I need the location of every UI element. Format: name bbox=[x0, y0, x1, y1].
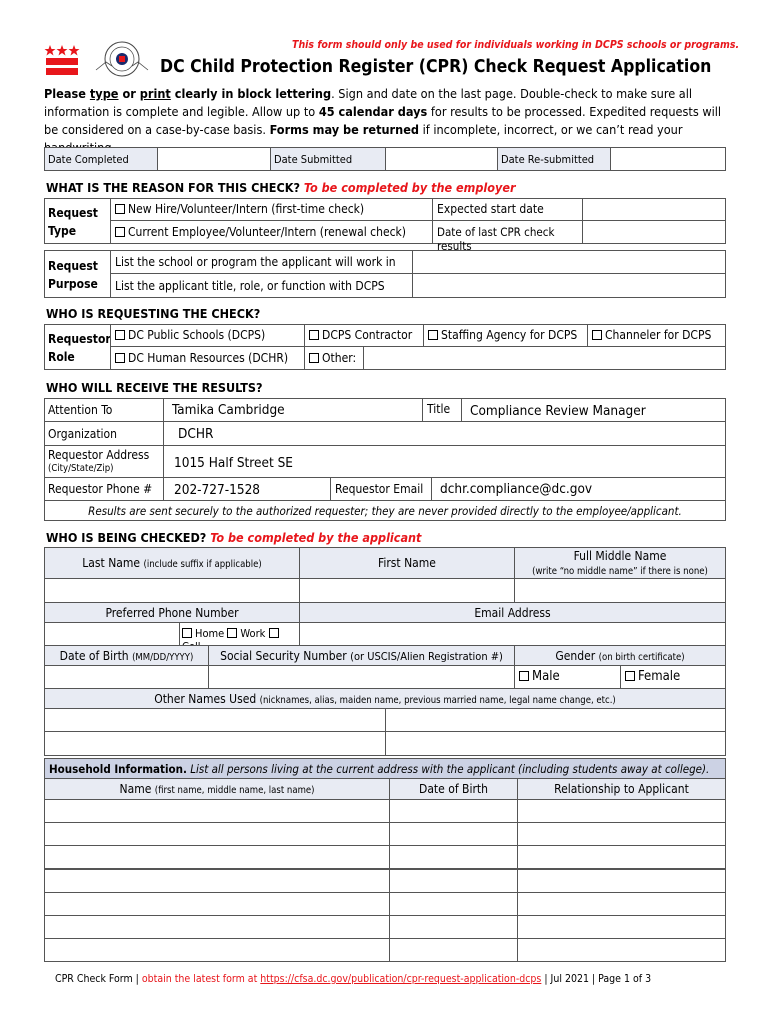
form-url-link[interactable]: https://cfsa.dc.gov/publication/cpr-request-application-dcps bbox=[260, 973, 542, 985]
phone-header: Preferred Phone Number bbox=[44, 602, 300, 623]
checkbox[interactable] bbox=[115, 204, 125, 214]
other-names-header: Other Names Used (nicknames, alias, maiden name, previous married name, legal name change, etc.) bbox=[44, 688, 726, 709]
date-completed-field[interactable] bbox=[157, 147, 271, 171]
household-cell[interactable] bbox=[517, 938, 726, 962]
ssn-field[interactable] bbox=[208, 665, 515, 689]
phone-label: Requestor Phone # bbox=[44, 477, 164, 501]
email-header: Email Address bbox=[299, 602, 726, 623]
household-cell[interactable] bbox=[44, 845, 390, 869]
work-checkbox[interactable] bbox=[227, 628, 237, 638]
checkbox[interactable] bbox=[309, 353, 319, 363]
gender-female-option[interactable]: Female bbox=[620, 665, 726, 689]
results-note: Results are sent securely to the authorized requester; they are never provided directly to the employee/applicant. bbox=[44, 500, 726, 521]
expected-start-label: Expected start date bbox=[432, 198, 583, 221]
checkbox[interactable] bbox=[428, 330, 438, 340]
household-dob-header: Date of Birth bbox=[389, 778, 518, 800]
checkbox[interactable] bbox=[115, 353, 125, 363]
gender-male-option[interactable]: Male bbox=[514, 665, 621, 689]
ssn-header: Social Security Number (or USCIS/Alien Registration #) bbox=[208, 645, 515, 666]
opt-other[interactable]: Other: bbox=[304, 346, 364, 370]
checkbox[interactable] bbox=[519, 671, 529, 681]
purpose-school-label: List the school or program the applicant will work in bbox=[110, 250, 413, 274]
first-name-header: First Name bbox=[299, 547, 515, 579]
purpose-title-label: List the applicant title, role, or function with DCPS bbox=[110, 273, 413, 298]
email-value[interactable]: dchr.compliance@dc.gov bbox=[431, 477, 726, 501]
other-names-field-1[interactable] bbox=[44, 708, 386, 732]
last-check-field[interactable] bbox=[582, 220, 726, 244]
phone-value[interactable]: 202-727-1528 bbox=[163, 477, 331, 501]
household-cell[interactable] bbox=[44, 799, 390, 823]
household-cell[interactable] bbox=[517, 892, 726, 916]
purpose-title-field[interactable] bbox=[412, 273, 726, 298]
dc-flag-logo bbox=[44, 44, 80, 76]
last-name-field[interactable] bbox=[44, 578, 300, 603]
date-completed-label: Date Completed bbox=[44, 147, 158, 171]
expected-start-field[interactable] bbox=[582, 198, 726, 221]
email-field[interactable] bbox=[299, 622, 726, 646]
requestor-role-label-cell: Requestor Role bbox=[44, 324, 111, 370]
request-type-label-cell: Request Type bbox=[44, 198, 111, 244]
opt-channeler[interactable]: Channeler for DCPS bbox=[587, 324, 726, 347]
household-rel-header: Relationship to Applicant bbox=[517, 778, 726, 800]
org-label: Organization bbox=[44, 421, 164, 446]
page-title: DC Child Protection Register (CPR) Check Request Application bbox=[160, 57, 712, 77]
header-notice: This form should only be used for individuals working in DCPS schools or programs. bbox=[292, 39, 740, 51]
checkbox[interactable] bbox=[309, 330, 319, 340]
middle-name-field[interactable] bbox=[514, 578, 726, 603]
other-role-field[interactable] bbox=[363, 346, 726, 370]
gender-header: Gender (on birth certificate) bbox=[514, 645, 726, 666]
opt-new-hire[interactable]: New Hire/Volunteer/Intern (first-time check) bbox=[110, 198, 433, 221]
household-cell[interactable] bbox=[517, 845, 726, 869]
reason-heading: WHAT IS THE REASON FOR THIS CHECK? To be completed by the employer bbox=[46, 180, 516, 195]
opt-dchr[interactable]: DC Human Resources (DCHR) bbox=[110, 346, 305, 370]
other-names-field-2[interactable] bbox=[385, 708, 726, 732]
dc-seal-logo bbox=[92, 40, 152, 78]
checked-heading: WHO IS BEING CHECKED? To be completed by the applicant bbox=[46, 530, 422, 545]
checkbox[interactable] bbox=[625, 671, 635, 681]
household-cell[interactable] bbox=[389, 892, 518, 916]
opt-dcps[interactable]: DC Public Schools (DCPS) bbox=[110, 324, 305, 347]
email-label: Requestor Email bbox=[330, 477, 432, 501]
request-purpose-label-cell: Request Purpose bbox=[44, 250, 111, 298]
household-heading: Household Information. List all persons living at the current address with the applicant (including students away at college). bbox=[44, 758, 726, 779]
household-cell[interactable] bbox=[517, 869, 726, 893]
household-cell[interactable] bbox=[517, 822, 726, 846]
household-cell[interactable] bbox=[389, 845, 518, 869]
dob-field[interactable] bbox=[44, 665, 209, 689]
other-names-field-3[interactable] bbox=[44, 731, 386, 756]
checkbox[interactable] bbox=[115, 330, 125, 340]
household-cell[interactable] bbox=[389, 799, 518, 823]
org-value[interactable]: DCHR bbox=[163, 421, 726, 446]
phone-field[interactable] bbox=[44, 622, 180, 646]
cell-checkbox[interactable] bbox=[269, 628, 279, 638]
checkbox[interactable] bbox=[592, 330, 602, 340]
household-cell[interactable] bbox=[44, 892, 390, 916]
purpose-school-field[interactable] bbox=[412, 250, 726, 274]
date-submitted-label: Date Submitted bbox=[270, 147, 386, 171]
address-value[interactable]: 1015 Half Street SE bbox=[163, 445, 726, 478]
date-resubmitted-label: Date Re-submitted bbox=[497, 147, 611, 171]
opt-contractor[interactable]: DCPS Contractor bbox=[304, 324, 424, 347]
opt-staffing[interactable]: Staffing Agency for DCPS bbox=[423, 324, 588, 347]
middle-name-header: Full Middle Name (write “no middle name” if there is none) bbox=[514, 547, 726, 579]
household-cell[interactable] bbox=[389, 915, 518, 939]
attention-value[interactable]: Tamika Cambridge bbox=[163, 398, 423, 422]
other-names-field-4[interactable] bbox=[385, 731, 726, 756]
date-resubmitted-field[interactable] bbox=[610, 147, 726, 171]
attention-label: Attention To bbox=[44, 398, 164, 422]
household-name-header: Name (first name, middle name, last name) bbox=[44, 778, 390, 800]
address-label: Requestor Address (City/State/Zip) bbox=[44, 445, 164, 478]
opt-current-employee[interactable]: Current Employee/Volunteer/Intern (renewal check) bbox=[110, 220, 433, 244]
last-check-label: Date of last CPR check results bbox=[432, 220, 583, 244]
title-label: Title bbox=[422, 398, 462, 422]
dob-header: Date of Birth (MM/DD/YYYY) bbox=[44, 645, 209, 666]
intro-paragraph: Please type or print clearly in block lettering. Sign and date on the last page. Double-check to make sure all information is complete and legible. Allow up to 45 calendar days for results to be processed. Expedited requests will be considered on a case-by-case basis. Forms may be returned if incomplete, incorrect, or we can’t read your bbox=[44, 86, 722, 137]
checkbox[interactable] bbox=[115, 227, 125, 237]
household-cell[interactable] bbox=[44, 938, 390, 962]
household-cell[interactable] bbox=[517, 915, 726, 939]
requesting-heading: WHO IS REQUESTING THE CHECK? bbox=[46, 306, 261, 321]
home-checkbox[interactable] bbox=[182, 628, 192, 638]
household-cell[interactable] bbox=[517, 799, 726, 823]
date-submitted-field[interactable] bbox=[385, 147, 498, 171]
first-name-field[interactable] bbox=[299, 578, 515, 603]
household-cell[interactable] bbox=[389, 822, 518, 846]
household-cell[interactable] bbox=[389, 869, 518, 893]
title-value[interactable]: Compliance Review Manager bbox=[461, 398, 726, 422]
household-cell[interactable] bbox=[44, 869, 390, 893]
footer: CPR Check Form | obtain the latest form at https://cfsa.dc.gov/publication/cpr-request-application-dcps | Jul 2021 | Page 1 of 3 bbox=[55, 973, 652, 985]
phone-type-options: Home Work bbox=[179, 622, 300, 646]
results-heading: WHO WILL RECEIVE THE RESULTS? bbox=[46, 380, 263, 395]
household-cell[interactable] bbox=[44, 822, 390, 846]
household-cell[interactable] bbox=[44, 915, 390, 939]
last-name-header: Last Name (include suffix if applicable) bbox=[44, 547, 300, 579]
household-cell[interactable] bbox=[389, 938, 518, 962]
